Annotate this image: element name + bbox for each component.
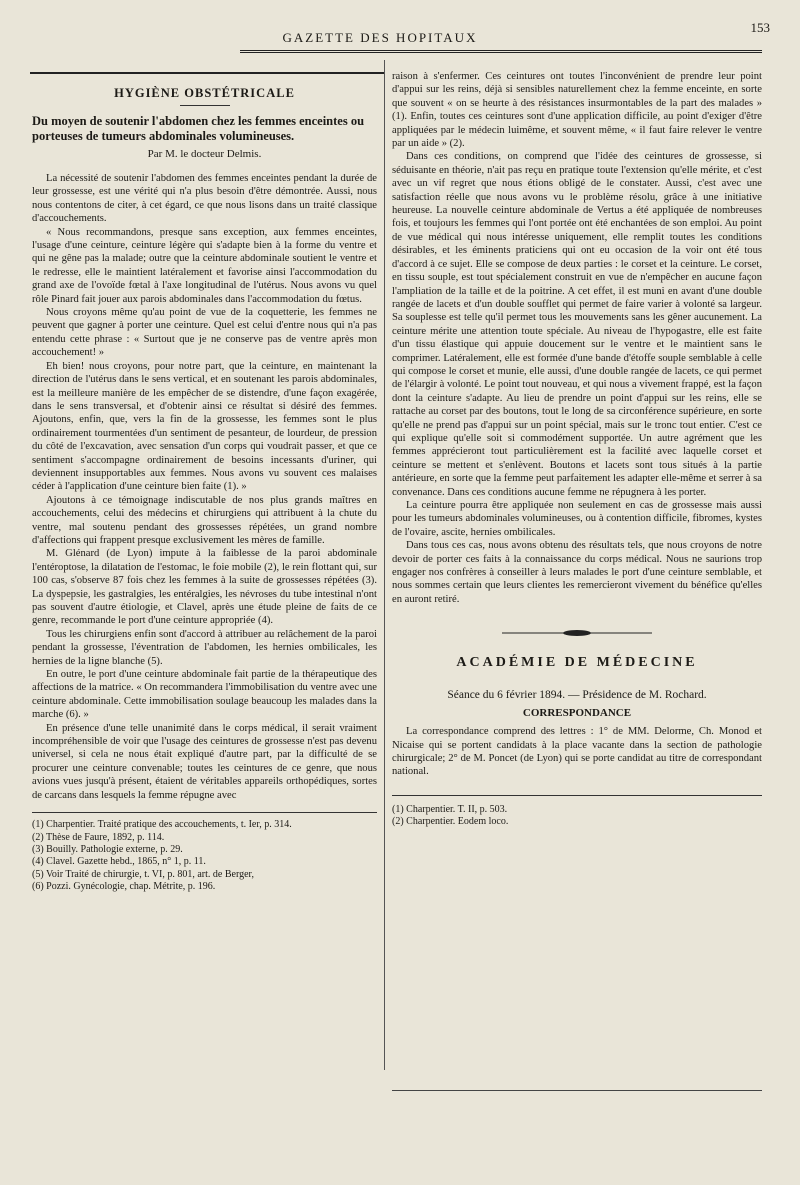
footnote: (2) Charpentier. Eodem loco. bbox=[392, 816, 509, 828]
paragraph: Dans tous ces cas, nous avons obtenu des résultats tels, que nous croyons de notre devoir de porter ces faits à la connaissance du corps médical. Nous ne saurions trop engager nos confrères à conseiller à leurs malades le port d'une ceinture semblable, et nous sommes certain que leurs clientes les remercieront vivement du bénéfice qu'elles en auront retiré. bbox=[392, 540, 762, 605]
paragraph: M. Glénard (de Lyon) impute à la faiblesse de la paroi abdominale l'entéroptose, la dilatation de l'estomac, le foie mobile (2), le rein flottant qui, sur 100 cas, s'observe 87 fois chez les femmes à la suite de grossesses répétées (3). La dyspepsie, les gastralgies, les entéralgies, les névroses du tube intestinal n'ont pas souvent d'autre étiologie, et Clavel, après une étude pleine de faits de ce genre, recommande le port d'une ceinture appropriée (4). bbox=[32, 548, 377, 627]
section-title: HYGIÈNE OBSTÉTRICALE bbox=[114, 86, 295, 100]
right-column bbox=[392, 70, 762, 829]
paragraph: Dans ces conditions, on comprend que l'idée des ceintures de grossesse, si séduisante en théorie, n'ait pas reçu en pratique toute l'extension qu'elle mérite, et c'est avec un vif regret que nous étions obligé de le constater. Aussi, c'est avec une satisfaction réelle que nous avons vu le problème résolu, grâce à une initiative heureuse. La nouvelle ceinture abdominale de Vertus a été appliquée de nombreuses fois, et toujours les femmes qui l'ont portée ont été enchantées de son emploi. Au point de vue médical qui nous intéresse uniquement, elle remplit toutes les conditions désirables, et les éminents praticiens qui ont eu occasion de la voir ont été tous d'accord à ce sujet. Elle se compose de deux parties : le corset et la ceinture. Le corset, en tissu souple, est tout spécialement construit en vue de n'empêcher en aucune façon l'ampliation de la taille et de la poitrine. A cet effet, il est muni en avant d'une double rangée de lacets et d'un double soufflet qui permet de faire varier à volonté sa largeur. Sa souplesse est telle qu'il permet tous les mouvements sans les gêner aucunement. La ceinture mérite une attention toute spéciale. Au niveau de l'hypogastre, elle est faite d'un tissu élastique qui appuie doucement sur le ventre et le maintient sans le comprimer. Latéralement, elle est formée d'une bande d'étoffe souple semblable à celle qui compose le corset et munie, elle aussi, d'une double rangée de lacets, ce qui permet de l'élargir à volonté. Le point tout nouveau, et qui nous a vivement frappé, est la façon dont la ceinture s'adapte. Au lieu de prendre un point d'appui sur les reins, elle se rattache au corset par des boutons, tout le long de sa circonférence supérieure, en sorte qu'elle ne prend pas d'appui sur un point spécial, mais sur le tronc tout entier. C'est ce qui explique qu'elle soit si commodément supportée. Un autre agrément que les femmes apprécieront tout particulièrement est la facilité avec laquelle corset et ceinture se mettent et s'enlèvent. Boutons et lacets sont tous situés à la partie antérieure, en sorte que la femme peut parfaitement les adapter elle-même et serrer à sa convenance. Dans ces conditions aucune femme ne répugnera à les porter. bbox=[392, 151, 762, 498]
author-line: Par M. le docteur Delmis. bbox=[147, 148, 262, 160]
left-column-rule bbox=[30, 72, 385, 74]
paragraph: La ceinture pourra être appliquée non seulement en cas de grossesse mais aussi pour les tumeurs abdominales volumineuses, ou à contention difficile, fibromes, kystes de l'ovaire, ascite, hernies ombilicales. bbox=[392, 500, 762, 538]
ornament-divider bbox=[392, 626, 762, 641]
paragraph: Tous les chirurgiens enfin sont d'accord à attribuer au relâchement de la paroi pendant la grossesse, l'éventration de l'abdomen, les hernies ombilicales, les hernies de la ligne blanche (5). bbox=[32, 628, 377, 667]
paragraph: Ajoutons à ce témoignage indiscutable de nos plus grands maîtres en accouchements, celui des médecins et chirurgiens qui attribuent à la chute du ventre, mal soutenu pendant des grossesses répétées, un grand nombre d'affections qui frappent presque exclusivement les mères de famille. bbox=[32, 494, 377, 546]
header-rule bbox=[240, 50, 762, 53]
academy-title: ACADÉMIE DE MÉDECINE bbox=[456, 655, 698, 671]
footnote: (1) Charpentier. Traité pratique des accouchements, t. Ier, p. 314. bbox=[32, 819, 292, 831]
ornament-icon bbox=[502, 629, 652, 637]
paragraph: Eh bien! nous croyons, pour notre part, que la ceinture, en maintenant la direction de l'utérus dans le sens vertical, et en soutenant les parois abdominales, est la meilleure manière de les empêcher de se distendre, d'une façon exagérée, dans le sens transversal, et d'obtenir ainsi ce résultat si désiré des femmes. Ajoutons, enfin, que, vers la fin de la grossesse, les femmes sont le plus ordinairement tourmentées d'un sentiment de pesanteur, de lourdeur, de pression du côté de l'excavation, avec sensation d'un corps qui voudrait passer, et que ce sentiment s'accompagne ordinairement de besoins incessants d'uriner, qui deviennent insupportables aux femmes. Nous avons vu souvent ces malaises céder à l'application d'une ceinture bien faite (1). » bbox=[32, 360, 377, 493]
correspondance-heading: CORRESPONDANCE bbox=[522, 707, 632, 720]
footnote: (4) Clavel. Gazette hebd., 1865, n° 1, p. 11. bbox=[32, 856, 206, 868]
paragraph: Nous croyons même qu'au point de vue de la coquetterie, les femmes ne peuvent que gagner à porter une ceinture. Quel est celui d'entre nous qui n'a pas entendu cette phrase : « Surtout que je ne conserve pas de ventre après mon accouchement! » bbox=[32, 307, 377, 359]
column-divider bbox=[384, 60, 385, 1070]
paragraph: En présence d'une telle unanimité dans le corps médical, il serait vraiment incompréhensible de voir que l'usage des ceintures de grossesse n'est pas devenu universel, si cela ne nous était expliqué d'autre part, par la difficulté de se procurer une ceinture convenable; toutes les ceintures de ce genre, que nous avions vues jusqu'à présent, étaient de véritables appareils orthopédiques, sortes de carcans dans lesquels la femme répugne avec bbox=[32, 722, 377, 801]
footnote: (6) Pozzi. Gynécologie, chap. Métrite, p. 196. bbox=[32, 881, 216, 893]
footnote: (2) Thèse de Faure, 1892, p. 114. bbox=[32, 831, 165, 843]
footnote: (1) Charpentier. T. II, p. 503. bbox=[392, 803, 508, 815]
footnotes bbox=[392, 795, 762, 829]
session-line: Séance du 6 février 1894. — Présidence de M. Rochard. bbox=[447, 689, 707, 702]
paragraph: En outre, le port d'une ceinture abdominale fait partie de la thérapeutique des affections de la matrice. « On recommandera l'immobilisation du ventre avec une ceinture abdominale. Cette immobilisation soulage beaucoup les malades dans la marche (6). » bbox=[32, 669, 377, 721]
section-rule bbox=[180, 105, 230, 106]
article-title: Du moyen de soutenir l'abdomen chez les femmes enceintes ou porteuses de tumeurs abdominales volumineuses. bbox=[32, 114, 365, 143]
footnote: (3) Bouilly. Pathologie externe, p. 29. bbox=[32, 843, 183, 855]
page-number: 153 bbox=[750, 20, 770, 35]
paragraph: raison à s'enfermer. Ces ceintures ont toutes l'inconvénient de prendre leur point d'appui sur les reins, déjà si sensibles naturellement chez la femme enceinte, en sorte que souvent « on se heurte à des résistances insurmontables de la part des malades » (1). Enfin, toutes ces ceintures sont d'une application difficile, au point d'exiger d'être appliquées par le médecin luimême, et souvent même, « il faut faire relever le ventre par un aide » (2). bbox=[392, 71, 762, 150]
paragraph: La correspondance comprend des lettres : 1° de MM. Delorme, Ch. Monod et Nicaise qui se portent candidats à la place vacante dans la section de pathologie chirurgicale; 2° de M. Poncet (de Lyon) qui se porte candidat au titre de correspondant national. bbox=[392, 726, 762, 778]
left-column bbox=[32, 80, 377, 894]
footnote: (5) Voir Traité de chirurgie, t. VI, p. 801, art. de Berger, bbox=[32, 868, 254, 880]
paragraph: « Nous recommandons, presque sans exception, aux femmes enceintes, l'usage d'une ceinture, ceinture légère qui s'adapte bien à la forme du ventre et qui ne gêne pas la malade; outre que la ceinture abdominale soutient le ventre et le redresse, elle le maintient latéralement et favorise ainsi l'accommodation du grand axe de l'ovoïde fœtal à l'axe longitudinal de l'utérus. Nous avons vu quel rôle Pinard fait jouer aux parois abdominales dans l'accommodation du fœtus. bbox=[32, 226, 377, 305]
footnotes bbox=[32, 812, 377, 893]
gazette-title: GAZETTE DES HOPITAUX bbox=[282, 30, 478, 45]
bottom-rule bbox=[392, 1090, 762, 1091]
paragraph: La nécessité de soutenir l'abdomen des femmes enceintes pendant la durée de leur grossesse, est une vérité qui n'a plus besoin d'être démontrée. Aussi, nous nous contentons de citer, à cet égard, ce que nous lisons dans un traité classique d'accouchements. bbox=[32, 173, 377, 225]
